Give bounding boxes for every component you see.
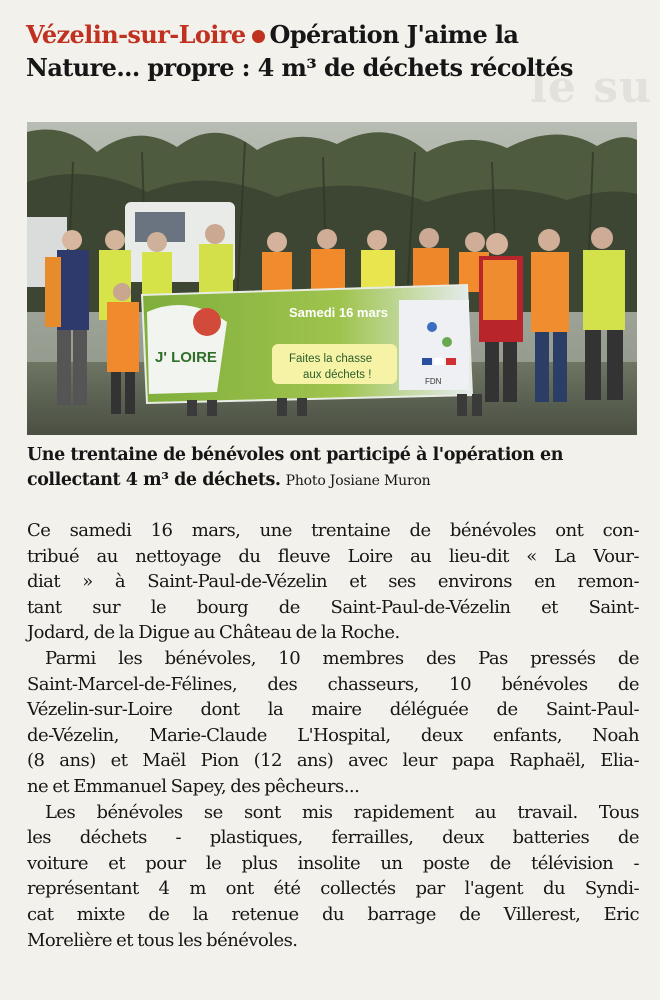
article-line: Saint-Marcel-de-Félines, des chasseurs, 10 bénévoles de — [27, 673, 639, 695]
article-body — [27, 518, 639, 953]
banner-date: Samedi 16 mars — [289, 305, 389, 320]
article-line: les déchets - plastiques, ferrailles, deux batteries de — [27, 827, 639, 849]
caption-line-2: collectant 4 m³ de déchets. — [27, 470, 281, 490]
paragraph-1 — [27, 518, 639, 646]
article-line: de-Vézelin, Marie-Claude L'Hospital, deux enfants, Noah — [27, 724, 639, 746]
article-line: Les bénévoles se sont mis rapidement au travail. Tous — [45, 801, 639, 823]
headline-title-line-1: Opération J'aime la — [269, 20, 519, 49]
article-photo — [27, 122, 637, 435]
banner-slogan-line-2: aux déchets ! — [303, 369, 372, 381]
article-line: (8 ans) et Maël Pion (12 ans) avec leur papa Raphaël, Elia- — [27, 750, 639, 772]
headline-title-line-2: Nature... propre : 4 m³ de déchets récoltés — [26, 53, 573, 82]
article-line: Morelière et tous les bénévoles. — [27, 929, 298, 951]
article-line: Ce samedi 16 mars, une trentaine de bénévoles ont con- — [27, 520, 639, 541]
headline-kicker: Vézelin-sur-Loire — [26, 20, 246, 49]
article-line: Parmi les bénévoles, 10 membres des Pas pressés de — [45, 647, 639, 669]
paragraph-2 — [27, 646, 639, 800]
banner-logo-text: J' LOIRE — [155, 349, 217, 366]
headline-bullet-icon — [252, 30, 265, 43]
paragraph-3 — [27, 800, 639, 954]
article-line: Jodard, de la Digue au Château de la Roche. — [27, 622, 400, 644]
volunteers-group-photo — [27, 122, 637, 435]
article-line: diat » à Saint-Paul-de-Vézelin et ses environs en remon- — [27, 571, 639, 593]
article-line: ne et Emmanuel Sapey, des pêcheurs... — [27, 775, 360, 797]
photo-credit: Photo Josiane Muron — [285, 473, 431, 489]
article-line: représentant 4 m ont été collectés par l'agent du Syndi- — [27, 878, 639, 900]
banner-partner: FDN — [425, 377, 442, 386]
bleed-through-text: le su — [530, 62, 652, 113]
photo-caption — [27, 443, 639, 494]
headline — [26, 18, 636, 84]
article-line: tribué au nettoyage du fleuve Loire au lieu-dit « La Vour- — [27, 545, 639, 567]
banner-slogan-line-1: Faites la chasse — [289, 353, 373, 365]
article-line: Vézelin-sur-Loire dont la maire déléguée de Saint-Paul- — [27, 699, 639, 721]
article-line: tant sur le bourg de Saint-Paul-de-Vézelin et Saint- — [27, 596, 639, 618]
article-line: cat mixte de la retenue du barrage de Villerest, Eric — [27, 903, 639, 925]
article-line: voiture et pour le plus insolite un poste de télévision - — [27, 852, 639, 874]
caption-line-1: Une trentaine de bénévoles ont participé à l'opération en — [27, 445, 563, 465]
